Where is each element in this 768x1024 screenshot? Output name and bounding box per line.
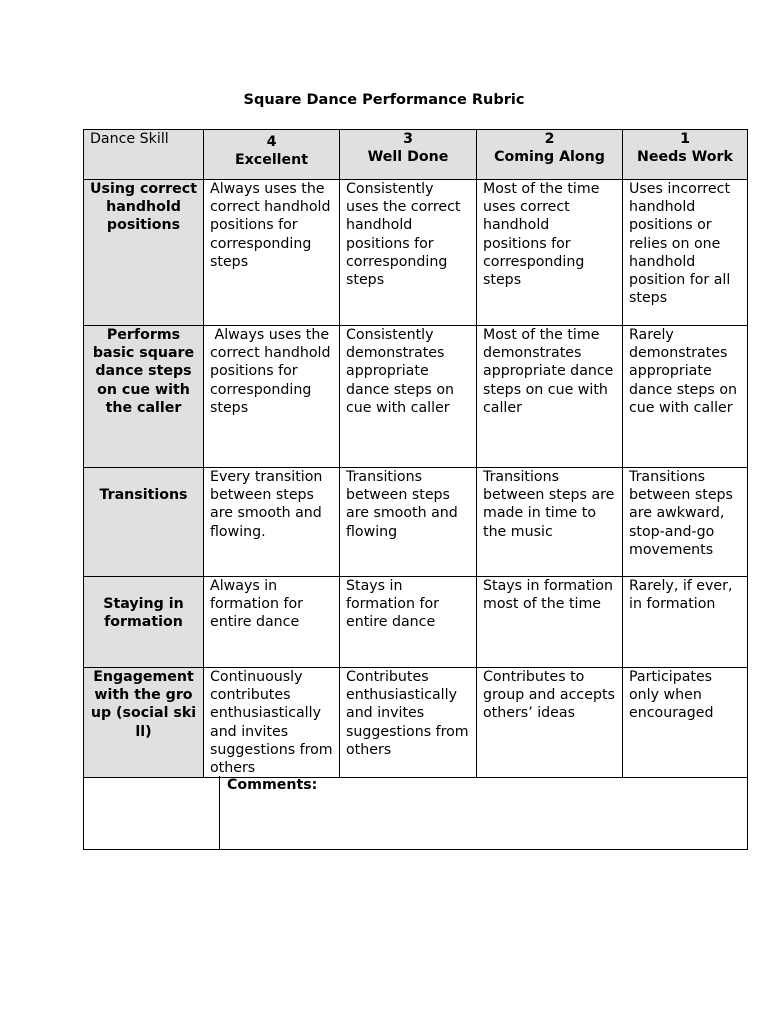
table-row — [84, 326, 748, 468]
header-level-2 — [477, 130, 623, 180]
skill-cell: Transitions — [84, 468, 204, 577]
rubric-cell: Transitions between steps are smooth and flowing — [340, 468, 477, 577]
rubric-cell: Every transition between steps are smooth and flowing. — [204, 468, 340, 577]
table-row — [84, 468, 748, 577]
rubric-cell: Rarely, if ever, in formation — [623, 577, 748, 668]
level-label: Coming Along — [494, 149, 605, 165]
rubric-table — [83, 129, 748, 778]
level-label: Excellent — [234, 152, 309, 168]
comments-table — [83, 776, 748, 850]
level-label: Needs Work — [637, 149, 733, 165]
header-row — [84, 130, 748, 180]
rubric-cell: Always in formation for entire dance — [204, 577, 340, 668]
rubric-cell: Continuously contributes enthusiastically and invites suggestions from others — [204, 668, 340, 778]
header-level-4 — [204, 130, 340, 180]
level-score: 1 — [680, 131, 690, 147]
level-label: Well Done — [367, 149, 449, 165]
rubric-cell: Stays in formation most of the time — [477, 577, 623, 668]
level-score: 4 — [266, 134, 277, 150]
table-row — [84, 180, 748, 326]
skill-cell: Staying in formation — [84, 577, 204, 668]
level-score: 3 — [403, 131, 413, 147]
rubric-cell: Most of the time demonstrates appropriate dance steps on cue with caller — [477, 326, 623, 468]
rubric-cell: Always uses the correct handhold positions for corresponding steps — [204, 180, 340, 326]
rubric-cell: Always uses the correct handhold positions for corresponding steps — [204, 326, 340, 468]
header-level-3 — [340, 130, 477, 180]
table-row — [84, 577, 748, 668]
rubric-cell: Most of the time uses correct handhold positions for corresponding steps — [477, 180, 623, 326]
rubric-cell: Consistently uses the correct handhold positions for corresponding steps — [340, 180, 477, 326]
rubric-cell: Transitions between steps are awkward, stop-and-go movements — [623, 468, 748, 577]
header-corner-cell: Dance Skill — [84, 130, 204, 180]
table-row — [84, 668, 748, 778]
comments-cell[interactable] — [220, 776, 748, 849]
header-level-1 — [623, 130, 748, 180]
skill-cell: Engagement with the group (social skill) — [84, 668, 204, 778]
comments-blank-cell — [84, 776, 220, 849]
rubric-cell: Uses incorrect handhold positions or relies on one handhold position for all steps — [623, 180, 748, 326]
rubric-cell: Consistently demonstrates appropriate dance steps on cue with caller — [340, 326, 477, 468]
comments-label: Comments: — [227, 777, 318, 793]
rubric-cell: Transitions between steps are made in time to the music — [477, 468, 623, 577]
rubric-cell: Contributes to group and accepts others’ ideas — [477, 668, 623, 778]
rubric-cell: Contributes enthusiastically and invites suggestions from others — [340, 668, 477, 778]
rubric-cell: Stays in formation for entire dance — [340, 577, 477, 668]
rubric-cell: Participates only when encouraged — [623, 668, 748, 778]
skill-cell: Performs basic square dance steps on cue with the caller — [84, 326, 204, 468]
rubric-cell: Rarely demonstrates appropriate dance steps on cue with caller — [623, 326, 748, 468]
page-title: Square Dance Performance Rubric — [243, 92, 525, 108]
skill-cell: Using correct handhold positions — [84, 180, 204, 326]
level-score: 2 — [544, 131, 555, 147]
